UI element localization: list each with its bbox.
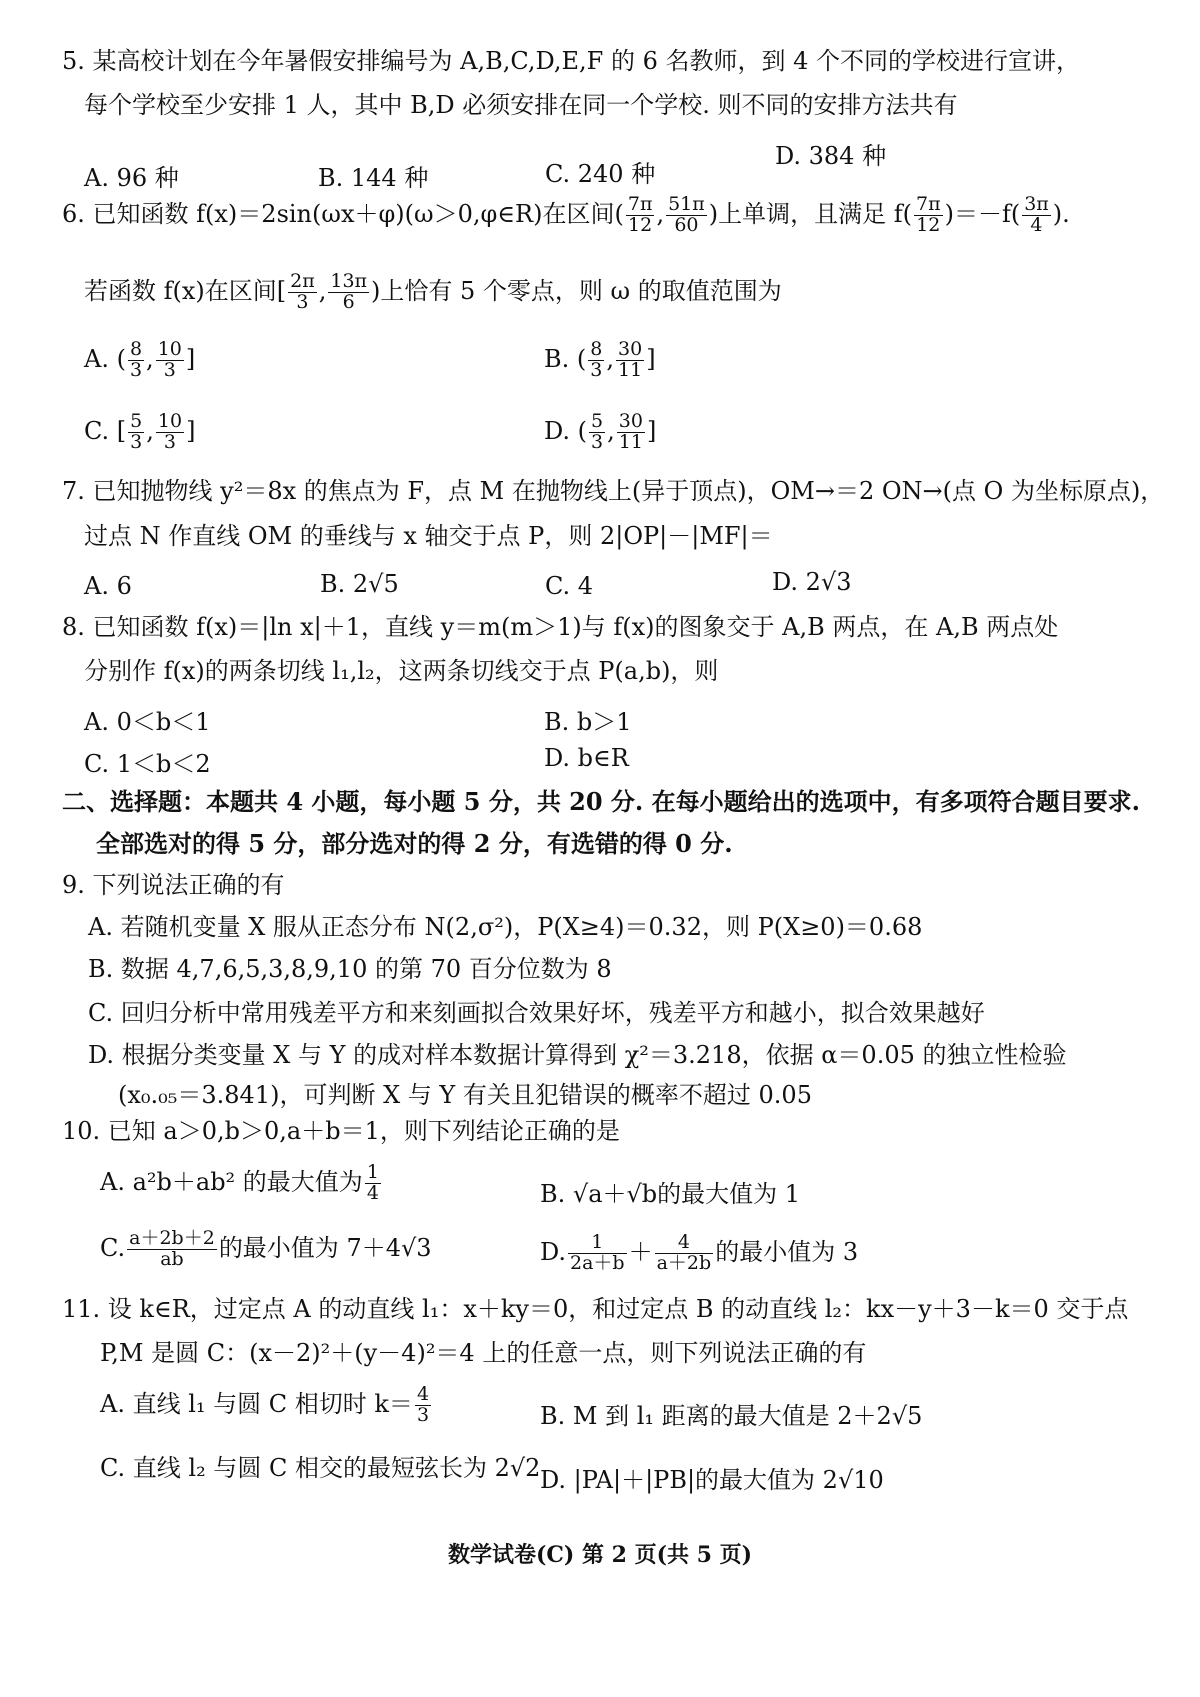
q8-option-c: C. 1＜b＜2 (84, 750, 211, 778)
q5-option-b: B. 144 种 (318, 164, 429, 192)
q6-fraction-7pi-12-b: $\frac{7\pi}{12}$ (916, 193, 941, 236)
q7-option-c: C. 4 (545, 572, 594, 600)
q7-option-d: D. 2√3 (772, 568, 852, 596)
q9-option-a: A. 若随机变量 X 服从正态分布 N(2,σ²)，P(X≥4)＝0.32，则 P(X≥0)＝0.68 (88, 913, 923, 941)
q8-option-a: A. 0＜b＜1 (84, 708, 211, 736)
page-footer: 数学试卷(C) 第 2 页(共 5 页) (447, 1542, 753, 1568)
q7-line2: 过点 N 作直线 OM 的垂线与 x 轴交于点 P，则 2|OP|－|MF|＝ (84, 522, 773, 550)
q6-line1-text-b: )上单调，且满足 f( (708, 199, 912, 228)
q8-line1: 8. 已知函数 f(x)＝|ln x|＋1，直线 y＝m(m＞1)与 f(x)的图象交于 A,B 两点，在 A,B 两点处 (62, 613, 1059, 641)
q6-option-c: C. [ $\frac{5}{3}$ , $\frac{10}{3}$ ] (84, 410, 196, 453)
q8-line2: 分别作 f(x)的两条切线 l₁,l₂，这两条切线交于点 P(a,b)，则 (84, 657, 719, 685)
q9-option-d-line1: D. 根据分类变量 X 与 Y 的成对样本数据计算得到 χ²＝3.218，依据 α＝0.05 的独立性检验 (88, 1041, 1067, 1069)
q10-option-c: C. $\frac{a+2b+2}{ab}$ 的最小值为 7＋4√3 (100, 1227, 432, 1270)
q6-option-a: A. ( $\frac{8}{3}$ , $\frac{10}{3}$ ] (84, 338, 196, 381)
section2-scoring: 全部选对的得 5 分，部分选对的得 2 分，有选错的得 0 分. (96, 829, 733, 858)
q6-fraction-7pi-12: $\frac{7\pi}{12}$ (627, 193, 653, 236)
q6-fraction-13pi-6: $\frac{13\pi}{6}$ (330, 270, 368, 313)
q11-line1: 11. 设 k∈R，过定点 A 的动直线 l₁：x＋ky＝0，和过定点 B 的动直线 l₂：kx－y＋3－k＝0 交于点 (62, 1295, 1129, 1323)
q7-option-a: A. 6 (84, 572, 132, 600)
q6-line1-text-a: 6. 已知函数 f(x)＝2sin(ωx＋φ)(ω＞0,φ∈R)在区间( (62, 199, 624, 228)
q10-stem: 10. 已知 a＞0,b＞0,a＋b＝1，则下列结论正确的是 (62, 1117, 620, 1145)
q11-option-d: D. |PA|＋|PB|的最大值为 2√10 (540, 1466, 884, 1494)
q6-line1: 6. 已知函数 f(x)＝2sin(ωx＋φ)(ω＞0,φ∈R)在区间( $\frac{7\pi}{12}$ , $\frac{51\pi}{60}$ )上单调，且满足 f( $\frac{7\pi}{12}$ )＝－f( $\frac{3\pi}{4}$ ). (62, 193, 1070, 236)
q7-option-b: B. 2√5 (320, 570, 399, 598)
q11-option-b: B. M 到 l₁ 距离的最大值是 2＋2√5 (540, 1402, 923, 1430)
q6-line2: 若函数 f(x)在区间[ $\frac{2\pi}{3}$ , $\frac{13\pi}{6}$ )上恰有 5 个零点，则 ω 的取值范围为 (84, 270, 782, 313)
q8-option-d: D. b∈R (544, 744, 629, 772)
q9-option-b: B. 数据 4,7,6,5,3,8,9,10 的第 70 百分位数为 8 (88, 955, 612, 983)
q9-option-c: C. 回归分析中常用残差平方和来刻画拟合效果好坏，残差平方和越小，拟合效果越好 (88, 999, 985, 1027)
section2-heading: 二、选择题：本题共 4 小题，每小题 5 分，共 20 分. 在每小题给出的选项中，有多项符合题目要求. (62, 787, 1140, 816)
q11-option-c: C. 直线 l₂ 与圆 C 相交的最短弦长为 2√2 (100, 1454, 541, 1482)
q10-option-b: B. √a＋√b的最大值为 1 (540, 1180, 801, 1208)
q7-line1: 7. 已知抛物线 y²＝8x 的焦点为 F，点 M 在抛物线上(异于顶点)，OM→＝2 ON→(点 O 为坐标原点)， (62, 477, 1165, 505)
q5-line1: 5. 某高校计划在今年暑假安排编号为 A,B,C,D,E,F 的 6 名教师，到 4 个不同的学校进行宣讲， (62, 47, 1081, 75)
q11-option-a: A. 直线 l₁ 与圆 C 相切时 k＝ $\frac{4}{3}$ (100, 1383, 430, 1426)
q11-line2: P,M 是圆 C：(x－2)²＋(y－4)²＝4 上的任意一点，则下列说法正确的有 (100, 1339, 867, 1367)
q10-option-d: D. $\frac{1}{2a+b}$ ＋ $\frac{4}{a+2b}$ 的最小值为 3 (540, 1231, 859, 1274)
q5-line2: 每个学校至少安排 1 人，其中 B,D 必须安排在同一个学校. 则不同的安排方法共有 (84, 91, 958, 119)
q5-option-a: A. 96 种 (84, 164, 179, 192)
q5-option-d: D. 384 种 (775, 142, 887, 170)
q6-fraction-51pi-60: $\frac{51\pi}{60}$ (668, 193, 705, 236)
q6-fraction-2pi-3: $\frac{2\pi}{3}$ (290, 270, 315, 313)
q8-option-b: B. b＞1 (544, 708, 632, 736)
q9-option-d-line2: (x₀.₀₅＝3.841)，可判断 X 与 Y 有关且犯错误的概率不超过 0.05 (118, 1081, 812, 1109)
q5-option-c: C. 240 种 (545, 160, 656, 188)
q6-option-b: B. ( $\frac{8}{3}$ , $\frac{30}{11}$ ] (544, 338, 656, 381)
q10-option-a: A. a²b＋ab² 的最大值为 $\frac{1}{4}$ (100, 1161, 379, 1204)
q6-fraction-3pi-4: $\frac{3\pi}{4}$ (1024, 193, 1049, 236)
q6-option-d: D. ( $\frac{5}{3}$ , $\frac{30}{11}$ ] (544, 410, 657, 453)
q9-stem: 9. 下列说法正确的有 (62, 871, 285, 899)
